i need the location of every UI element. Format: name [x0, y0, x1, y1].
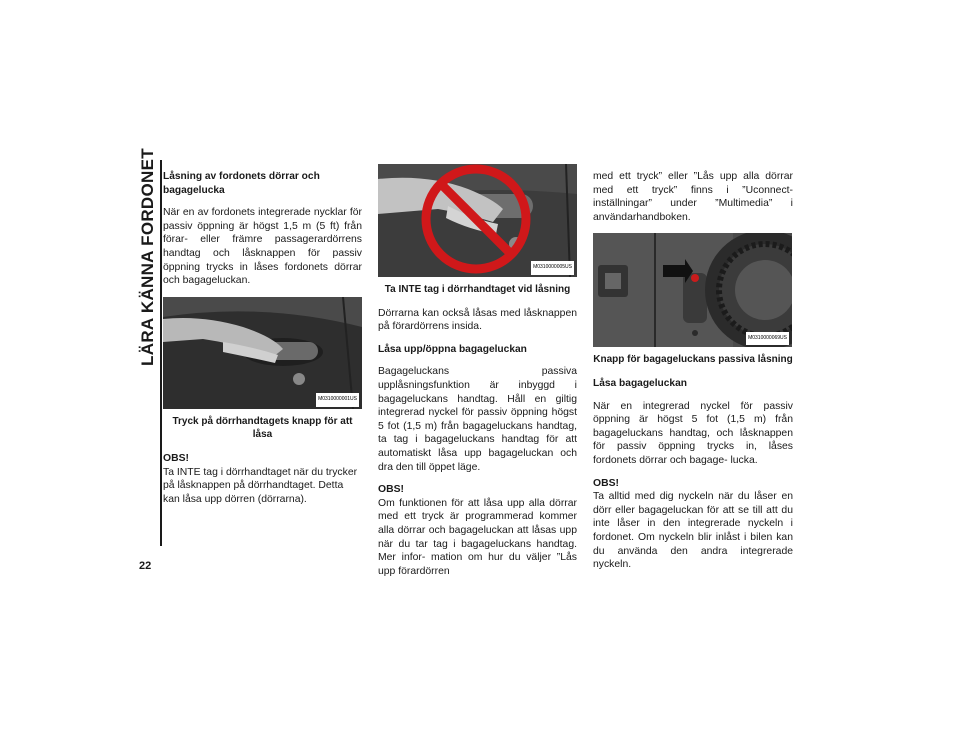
section-side-title — [134, 148, 162, 366]
paragraph-continued: med ett tryck” eller ”Lås upp alla dörrar med ett tryck” finns i ”Uconnect-inställningar” under ”Multimedia” i användarhandboken. — [593, 171, 793, 223]
section-side-title-text: LÄRA KÄNNA FORDONET — [138, 148, 157, 366]
note-block — [163, 452, 362, 506]
note-label: OBS! — [593, 477, 619, 489]
note-text: Om funktionen för att låsa upp alla dörrar med ett tryck är programmerad kommer alla dörrar och bagageluckan att låsas upp när du tar tag i bagageluckans handtag. Mer infor- mation om hur du väljer ”Lås upp förardörren — [378, 497, 577, 577]
column-3 — [593, 170, 793, 581]
caption-door-handle-press: Tryck på dörrhandtagets knapp för att låsa — [172, 415, 353, 441]
note-label: OBS! — [378, 484, 404, 496]
note-label: OBS! — [163, 452, 189, 464]
note-text: Ta alltid med dig nyckeln när du låser en dörr eller bagageluckan för att se till att du inte låser in den integrerade nyckeln i fordonet. Om nyckeln blir inlåst i bilen kan du använda den andra integrerade nyckeln. — [593, 491, 793, 571]
paragraph-lock-liftgate: När en integrerad nyckel för passiv öppning är högst 5 fot (1,5 m) från bagageluckans handtag, och låsknappen för passiv öppning trycks in, låses fordonets dörrar och bagage- lucka. — [593, 400, 793, 466]
heading-unlock-liftgate: Låsa upp/öppna bagageluckan — [378, 343, 527, 355]
figure-do-not-grab — [378, 164, 577, 277]
note-block — [593, 477, 793, 572]
figure-door-handle-press — [163, 297, 362, 409]
heading-lock-liftgate: Låsa bagageluckan — [593, 377, 687, 389]
paragraph-lock-doors: När en av fordonets integrerade nycklar för passiv öppning är högst 1,5 m (5 ft) från förar- eller främre passagerardörrens handtag och låsknappen för passiv öppning trycks in låses fordonets dörrar och bagageluckan. — [163, 207, 362, 287]
column-2 — [378, 170, 577, 587]
door-handle-press-illustration — [163, 297, 362, 409]
heading-lock-doors: Låsning av fordonets dörrar och bagagelucka — [163, 171, 320, 196]
side-rule-divider — [160, 160, 162, 546]
figure-liftgate-button — [593, 233, 792, 347]
paragraph-inside-lock: Dörrarna kan också låsas med låsknappen på förardörrens insida. — [378, 307, 577, 333]
figure-code: M0310000069US — [746, 332, 789, 346]
note-block — [378, 483, 577, 578]
caption-liftgate-button: Knapp för bagageluckans passiva låsning — [593, 354, 793, 366]
caption-do-not-grab: Ta INTE tag i dörrhandtaget vid låsning — [384, 284, 571, 295]
column-1 — [163, 170, 362, 515]
liftgate-button-illustration — [593, 233, 792, 347]
paragraph-unlock-liftgate: Bagageluckans passiva upplåsningsfunktion är inbyggd i bagageluckans handtag. Håll en giltig integrerad nyckel för passiv öppning högst 5 fot (1,5 m) från bagageluckans handtag, ta tag i bagageluckans handtag för att automatiskt låsa upp bagageluckan och dra den till öppet läge. — [378, 366, 577, 473]
page-number: 22 — [139, 560, 152, 572]
note-text: Ta INTE tag i dörrhandtaget när du trycker på låsknappen på dörrhandtaget. Detta kan låsa upp dörren (dörrarna). — [163, 466, 358, 505]
figure-code: M0310000001US — [316, 393, 359, 407]
figure-code: M0310000005US — [531, 261, 574, 275]
do-not-grab-illustration — [378, 164, 577, 277]
